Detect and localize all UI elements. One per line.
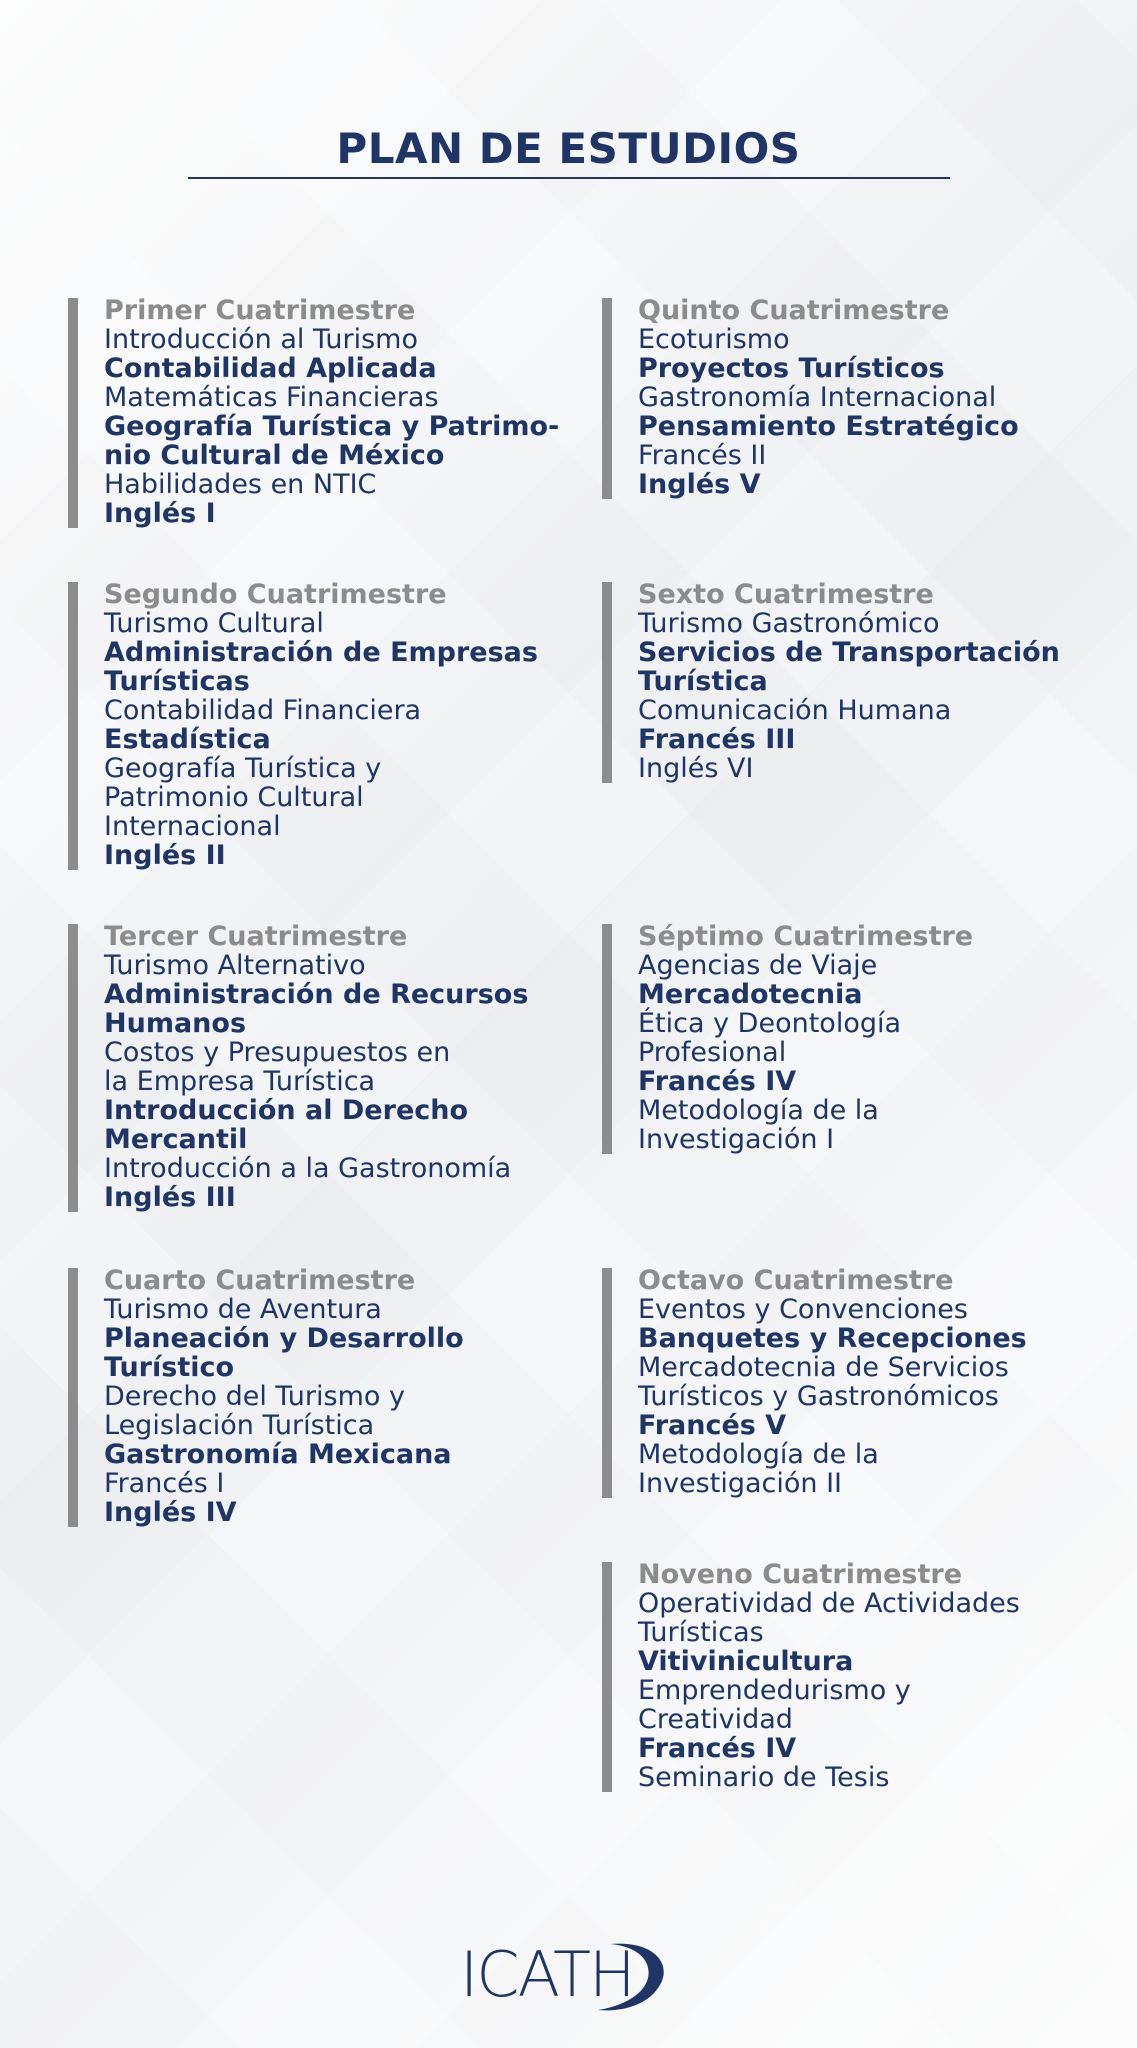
title-underline: [188, 177, 950, 179]
semester-title: Cuarto Cuatrimestre: [104, 1265, 416, 1296]
subject-item: Inglés IV: [104, 1497, 237, 1528]
subject-item: Turísticos y Gastronómicos: [638, 1381, 999, 1412]
subject-item: Turismo Gastronómico: [638, 608, 940, 639]
subject-item: Introducción a la Gastronomía: [104, 1153, 512, 1184]
subject-item: Turístico: [104, 1352, 235, 1383]
subject-item: Habilidades en NTIC: [104, 469, 377, 500]
subject-item: Ecoturismo: [638, 324, 790, 355]
subject-item: Servicios de Transportación: [638, 637, 1060, 668]
subject-item: Turísticas: [104, 666, 250, 697]
page-title: PLAN DE ESTUDIOS: [336, 124, 801, 173]
semester-title: Noveno Cuatrimestre: [638, 1559, 963, 1590]
semester-title: Séptimo Cuatrimestre: [638, 921, 974, 952]
semester-title: Octavo Cuatrimestre: [638, 1265, 954, 1296]
subject-item: Metodología de la: [638, 1439, 879, 1470]
subject-item: Contabilidad Financiera: [104, 695, 422, 726]
subject-item: Turismo Cultural: [104, 608, 324, 639]
subject-item: Emprendedurismo y: [638, 1675, 911, 1706]
semester-block-6: [602, 580, 1122, 783]
subject-item: Proyectos Turísticos: [638, 353, 945, 384]
subject-item: Gastronomía Internacional: [638, 382, 997, 413]
subject-item: Introducción al Derecho: [104, 1095, 469, 1126]
subject-item: Comunicación Humana: [638, 695, 952, 726]
subject-item: Francés V: [638, 1410, 787, 1441]
subject-item: Derecho del Turismo y: [104, 1381, 405, 1412]
subject-item: Pensamiento Estratégico: [638, 411, 1019, 442]
subject-item: Internacional: [104, 811, 281, 842]
subject-item: Banquetes y Recepciones: [638, 1323, 1027, 1354]
semester-title: Sexto Cuatrimestre: [638, 579, 934, 610]
subject-item: Operatividad de Actividades: [638, 1588, 1020, 1619]
subject-item: Introducción al Turismo: [104, 324, 418, 355]
semester-block-2: [68, 580, 588, 870]
subject-item: Eventos y Convenciones: [638, 1294, 968, 1325]
semester-title: Tercer Cuatrimestre: [104, 921, 408, 952]
subject-item: Costos y Presupuestos en: [104, 1037, 451, 1068]
semester-title: Quinto Cuatrimestre: [638, 295, 950, 326]
subject-item: Francés IV: [638, 1733, 797, 1764]
semester-block-5: [602, 296, 1122, 499]
subject-item: Francés I: [104, 1468, 225, 1499]
subject-item: Creatividad: [638, 1704, 793, 1735]
subject-item: Mercadotecnia de Servicios: [638, 1352, 1009, 1383]
subject-item: Geografía Turística y: [104, 753, 382, 784]
subject-item: Administración de Recursos: [104, 979, 529, 1010]
subject-item: Mercadotecnia: [638, 979, 863, 1010]
subject-item: Mercantil: [104, 1124, 248, 1155]
subject-item: Planeación y Desarrollo: [104, 1323, 464, 1354]
subject-item: Francés II: [638, 440, 767, 471]
semester-title: Primer Cuatrimestre: [104, 295, 416, 326]
subject-item: Estadística: [104, 724, 271, 755]
semester-block-4: [68, 1266, 588, 1527]
semester-block-9: [602, 1560, 1122, 1792]
subject-item: Metodología de la: [638, 1095, 879, 1126]
subject-item: Francés III: [638, 724, 796, 755]
subject-item: Vitivinicultura: [638, 1646, 854, 1677]
subject-item: Seminario de Tesis: [638, 1762, 890, 1793]
subject-item: Investigación I: [638, 1124, 835, 1155]
subject-item: Humanos: [104, 1008, 247, 1039]
subject-item: Ética y Deontología: [638, 1008, 902, 1039]
subject-item: Inglés II: [104, 840, 226, 871]
semester-block-1: [68, 296, 588, 528]
subject-item: Administración de Empresas: [104, 637, 538, 668]
subject-item: Turística: [638, 666, 768, 697]
subject-item: la Empresa Turística: [104, 1066, 376, 1097]
subject-item: Gastronomía Mexicana: [104, 1439, 452, 1470]
subject-item: Agencias de Viaje: [638, 950, 878, 981]
subject-item: Legislación Turística: [104, 1410, 375, 1441]
subject-item: Inglés V: [638, 469, 761, 500]
subject-item: Contabilidad Aplicada: [104, 353, 437, 384]
subject-item: Patrimonio Cultural: [104, 782, 364, 813]
subject-item: Matemáticas Financieras: [104, 382, 439, 413]
subject-item: Francés IV: [638, 1066, 797, 1097]
subject-item: Inglés III: [104, 1182, 236, 1213]
semester-block-8: [602, 1266, 1122, 1498]
subject-item: Inglés I: [104, 498, 216, 529]
semester-block-7: [602, 922, 1122, 1154]
semester-block-3: [68, 922, 588, 1212]
subject-item: Turísticas: [638, 1617, 764, 1648]
subject-item: Geografía Turística y Patrimo-: [104, 411, 560, 442]
semester-title: Segundo Cuatrimestre: [104, 579, 447, 610]
subject-item: Turismo de Aventura: [104, 1294, 382, 1325]
subject-item: Investigación II: [638, 1468, 842, 1499]
subject-item: Turismo Alternativo: [104, 950, 366, 981]
icath-logo: [460, 1932, 680, 2014]
subject-item: Inglés VI: [638, 753, 754, 784]
subject-item: nio Cultural de México: [104, 440, 445, 471]
subject-item: Profesional: [638, 1037, 787, 1068]
logo-text: ICATH: [460, 1938, 634, 2011]
